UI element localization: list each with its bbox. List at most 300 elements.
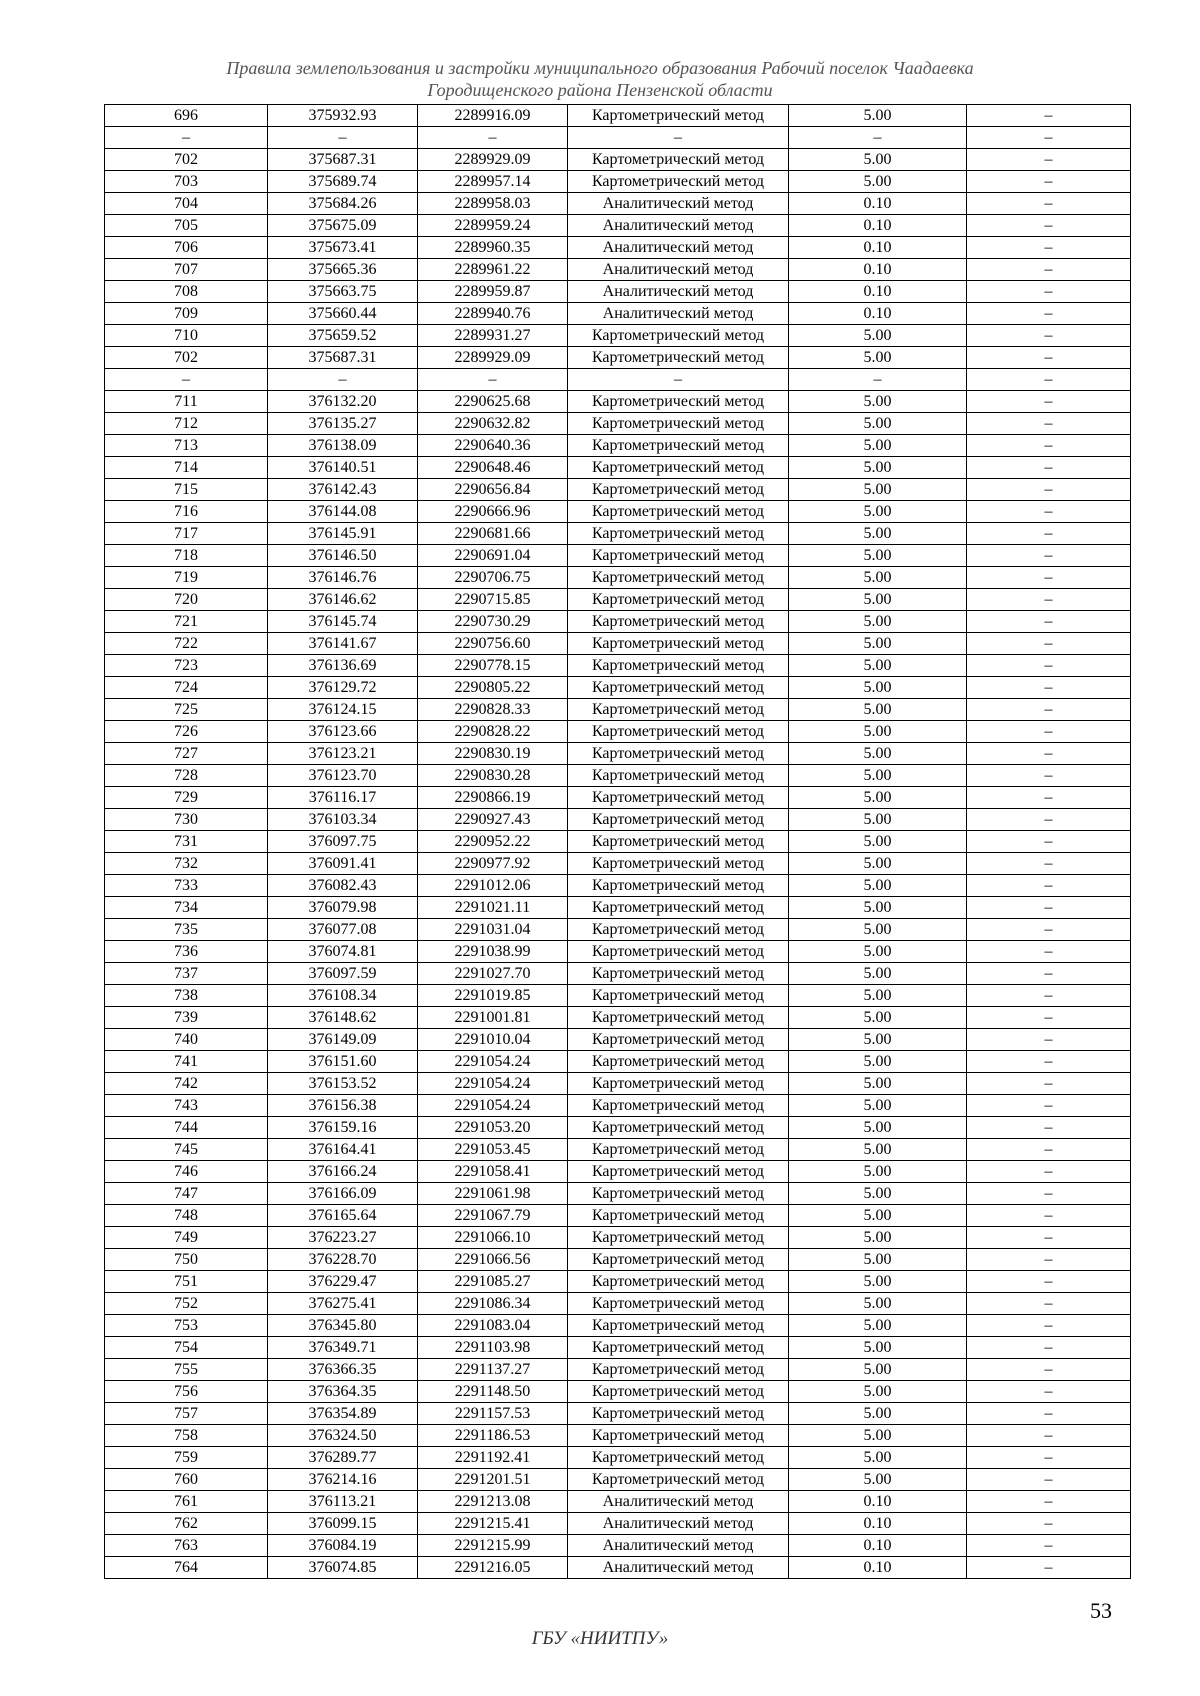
description-cell: – [967,765,1131,787]
x-coordinate-cell: 376097.75 [268,831,418,853]
point-number-cell: 719 [105,567,268,589]
method-cell: – [568,369,789,391]
y-coordinate-cell: 2290805.22 [418,677,568,699]
x-coordinate-cell: 376223.27 [268,1227,418,1249]
point-number-cell: 714 [105,457,268,479]
table-row [105,1095,1131,1117]
accuracy-cell: 0.10 [789,215,967,237]
y-coordinate-cell: 2290730.29 [418,611,568,633]
y-coordinate-cell: 2291053.20 [418,1117,568,1139]
accuracy-cell: 5.00 [789,787,967,809]
point-number-cell: 705 [105,215,268,237]
y-coordinate-cell: 2291213.08 [418,1491,568,1513]
method-cell: Картометрический метод [568,457,789,479]
x-coordinate-cell: 375665.36 [268,259,418,281]
table-row [105,1315,1131,1337]
header-line-2: Городищенского района Пензенской области [427,80,773,100]
table-row [105,1447,1131,1469]
x-coordinate-cell: 376124.15 [268,699,418,721]
y-coordinate-cell: 2291201.51 [418,1469,568,1491]
method-cell: Картометрический метод [568,633,789,655]
x-coordinate-cell: 376165.64 [268,1205,418,1227]
x-coordinate-cell: 376141.67 [268,633,418,655]
point-number-cell: 728 [105,765,268,787]
x-coordinate-cell: 376151.60 [268,1051,418,1073]
description-cell: – [967,1535,1131,1557]
point-number-cell: 734 [105,897,268,919]
description-cell: – [967,1161,1131,1183]
y-coordinate-cell: 2290866.19 [418,787,568,809]
point-number-cell: 723 [105,655,268,677]
x-coordinate-cell: 376103.34 [268,809,418,831]
method-cell: Картометрический метод [568,149,789,171]
method-cell: Картометрический метод [568,1051,789,1073]
y-coordinate-cell: 2291215.99 [418,1535,568,1557]
accuracy-cell: 5.00 [789,831,967,853]
y-coordinate-cell: 2291027.70 [418,963,568,985]
description-cell: – [967,897,1131,919]
accuracy-cell: 5.00 [789,1315,967,1337]
method-cell: Картометрический метод [568,721,789,743]
x-coordinate-cell: 376097.59 [268,963,418,985]
x-coordinate-cell: 376135.27 [268,413,418,435]
table-row [105,1161,1131,1183]
description-cell: – [967,655,1131,677]
accuracy-cell: 5.00 [789,655,967,677]
description-cell: – [967,1139,1131,1161]
y-coordinate-cell: – [418,127,568,149]
y-coordinate-cell: 2291066.56 [418,1249,568,1271]
table-row [105,1205,1131,1227]
description-cell: – [967,1117,1131,1139]
x-coordinate-cell: 375673.41 [268,237,418,259]
table-row [105,721,1131,743]
table-row [105,875,1131,897]
point-number-cell: 741 [105,1051,268,1073]
y-coordinate-cell: 2290681.66 [418,523,568,545]
x-coordinate-cell: 376229.47 [268,1271,418,1293]
table-row [105,1007,1131,1029]
y-coordinate-cell: 2289958.03 [418,193,568,215]
method-cell: Картометрический метод [568,853,789,875]
y-coordinate-cell: 2291186.53 [418,1425,568,1447]
table-row [105,1051,1131,1073]
y-coordinate-cell: 2291157.53 [418,1403,568,1425]
x-coordinate-cell: 376091.41 [268,853,418,875]
description-cell: – [967,787,1131,809]
x-coordinate-cell: 376084.19 [268,1535,418,1557]
point-number-cell: 718 [105,545,268,567]
method-cell: Картометрический метод [568,1271,789,1293]
description-cell: – [967,963,1131,985]
description-cell: – [967,1469,1131,1491]
x-coordinate-cell: 376082.43 [268,875,418,897]
table-row [105,699,1131,721]
point-number-cell: 708 [105,281,268,303]
description-cell: – [967,1029,1131,1051]
point-number-cell: 726 [105,721,268,743]
point-number-cell: 704 [105,193,268,215]
accuracy-cell: 5.00 [789,765,967,787]
description-cell: – [967,127,1131,149]
table-row [105,941,1131,963]
method-cell: Картометрический метод [568,963,789,985]
table-row [105,567,1131,589]
method-cell: Картометрический метод [568,1161,789,1183]
x-coordinate-cell: – [268,127,418,149]
table-row [105,413,1131,435]
table-row [105,193,1131,215]
table-row [105,677,1131,699]
table-row [105,303,1131,325]
description-cell: – [967,677,1131,699]
y-coordinate-cell: 2290778.15 [418,655,568,677]
y-coordinate-cell: 2291054.24 [418,1073,568,1095]
description-cell: – [967,1183,1131,1205]
description-cell: – [967,721,1131,743]
accuracy-cell: 5.00 [789,633,967,655]
x-coordinate-cell: 376129.72 [268,677,418,699]
y-coordinate-cell: 2291215.41 [418,1513,568,1535]
accuracy-cell: 5.00 [789,1161,967,1183]
method-cell: Аналитический метод [568,1557,789,1579]
method-cell: Картометрический метод [568,1381,789,1403]
description-cell: – [967,1293,1131,1315]
x-coordinate-cell: 375687.31 [268,149,418,171]
description-cell: – [967,193,1131,215]
table-row [105,105,1131,127]
x-coordinate-cell: 376145.91 [268,523,418,545]
description-cell: – [967,347,1131,369]
y-coordinate-cell: 2291192.41 [418,1447,568,1469]
point-number-cell: 731 [105,831,268,853]
x-coordinate-cell: 375675.09 [268,215,418,237]
y-coordinate-cell: 2290830.19 [418,743,568,765]
point-number-cell: 730 [105,809,268,831]
point-number-cell: 713 [105,435,268,457]
y-coordinate-cell: 2291038.99 [418,941,568,963]
accuracy-cell: – [789,369,967,391]
method-cell: Аналитический метод [568,259,789,281]
method-cell: Картометрический метод [568,655,789,677]
x-coordinate-cell: 376108.34 [268,985,418,1007]
table-row [105,1139,1131,1161]
description-cell: – [967,501,1131,523]
point-number-cell: 761 [105,1491,268,1513]
description-cell: – [967,1513,1131,1535]
method-cell: Картометрический метод [568,1073,789,1095]
accuracy-cell: 5.00 [789,1183,967,1205]
accuracy-cell: 5.00 [789,457,967,479]
point-number-cell: 737 [105,963,268,985]
method-cell: Картометрический метод [568,1469,789,1491]
point-number-cell: 740 [105,1029,268,1051]
description-cell: – [967,1315,1131,1337]
description-cell: – [967,479,1131,501]
method-cell: Картометрический метод [568,325,789,347]
method-cell: Аналитический метод [568,237,789,259]
point-number-cell: 754 [105,1337,268,1359]
method-cell: Картометрический метод [568,545,789,567]
x-coordinate-cell: 376144.08 [268,501,418,523]
table-row [105,963,1131,985]
x-coordinate-cell: 376275.41 [268,1293,418,1315]
description-cell: – [967,259,1131,281]
method-cell: Аналитический метод [568,215,789,237]
table-row [105,1557,1131,1579]
table-row [105,347,1131,369]
description-cell: – [967,589,1131,611]
y-coordinate-cell: 2289929.09 [418,347,568,369]
accuracy-cell: 5.00 [789,875,967,897]
accuracy-cell: 0.10 [789,1557,967,1579]
x-coordinate-cell: 376146.76 [268,567,418,589]
description-cell: – [967,743,1131,765]
method-cell: Картометрический метод [568,1403,789,1425]
description-cell: – [967,545,1131,567]
method-cell: – [568,127,789,149]
accuracy-cell: 0.10 [789,1535,967,1557]
accuracy-cell: 5.00 [789,743,967,765]
point-number-cell: 706 [105,237,268,259]
description-cell: – [967,303,1131,325]
point-number-cell: 751 [105,1271,268,1293]
point-number-cell: 712 [105,413,268,435]
x-coordinate-cell: 376142.43 [268,479,418,501]
table-row [105,1359,1131,1381]
description-cell: – [967,831,1131,853]
accuracy-cell: 5.00 [789,1271,967,1293]
accuracy-cell: 5.00 [789,567,967,589]
accuracy-cell: 0.10 [789,281,967,303]
table-row [105,765,1131,787]
accuracy-cell: 5.00 [789,1337,967,1359]
accuracy-cell: 5.00 [789,1293,967,1315]
x-coordinate-cell: 376113.21 [268,1491,418,1513]
method-cell: Картометрический метод [568,347,789,369]
table-row [105,1381,1131,1403]
method-cell: Картометрический метод [568,1227,789,1249]
x-coordinate-cell: 375684.26 [268,193,418,215]
table-row [105,919,1131,941]
x-coordinate-cell: 376324.50 [268,1425,418,1447]
point-number-cell: 743 [105,1095,268,1117]
y-coordinate-cell: 2291019.85 [418,985,568,1007]
description-cell: – [967,1403,1131,1425]
x-coordinate-cell: 375932.93 [268,105,418,127]
table-row [105,1491,1131,1513]
point-number-cell: 715 [105,479,268,501]
y-coordinate-cell: 2291010.04 [418,1029,568,1051]
x-coordinate-cell: 376159.16 [268,1117,418,1139]
method-cell: Картометрический метод [568,985,789,1007]
x-coordinate-cell: 375660.44 [268,303,418,325]
x-coordinate-cell: 376123.21 [268,743,418,765]
accuracy-cell: 5.00 [789,611,967,633]
method-cell: Картометрический метод [568,743,789,765]
method-cell: Картометрический метод [568,1337,789,1359]
point-number-cell: 702 [105,347,268,369]
y-coordinate-cell: 2290756.60 [418,633,568,655]
x-coordinate-cell: 376349.71 [268,1337,418,1359]
y-coordinate-cell: 2289931.27 [418,325,568,347]
table-row [105,545,1131,567]
table-row [105,391,1131,413]
accuracy-cell: 5.00 [789,391,967,413]
method-cell: Картометрический метод [568,919,789,941]
method-cell: Картометрический метод [568,677,789,699]
accuracy-cell: 5.00 [789,1227,967,1249]
accuracy-cell: 5.00 [789,853,967,875]
table-row [105,853,1131,875]
table-row [105,809,1131,831]
x-coordinate-cell: 376166.24 [268,1161,418,1183]
table-row [105,149,1131,171]
point-number-cell: 735 [105,919,268,941]
table-row [105,171,1131,193]
description-cell: – [967,149,1131,171]
x-coordinate-cell: 376146.62 [268,589,418,611]
description-cell: – [967,1205,1131,1227]
method-cell: Картометрический метод [568,699,789,721]
y-coordinate-cell: 2290648.46 [418,457,568,479]
table-row [105,1337,1131,1359]
method-cell: Аналитический метод [568,1513,789,1535]
table-row [105,501,1131,523]
method-cell: Картометрический метод [568,589,789,611]
table-row [105,589,1131,611]
point-number-cell: – [105,369,268,391]
accuracy-cell: 5.00 [789,105,967,127]
description-cell: – [967,611,1131,633]
table-row [105,1117,1131,1139]
method-cell: Картометрический метод [568,1447,789,1469]
method-cell: Картометрический метод [568,1117,789,1139]
accuracy-cell: 0.10 [789,1513,967,1535]
y-coordinate-cell: 2290977.92 [418,853,568,875]
accuracy-cell: 5.00 [789,149,967,171]
accuracy-cell: 5.00 [789,325,967,347]
y-coordinate-cell: 2289940.76 [418,303,568,325]
method-cell: Картометрический метод [568,1095,789,1117]
accuracy-cell: 0.10 [789,259,967,281]
y-coordinate-cell: 2290632.82 [418,413,568,435]
x-coordinate-cell: 376123.66 [268,721,418,743]
y-coordinate-cell: 2290656.84 [418,479,568,501]
x-coordinate-cell: 376149.09 [268,1029,418,1051]
y-coordinate-cell: 2291061.98 [418,1183,568,1205]
y-coordinate-cell: 2290830.28 [418,765,568,787]
accuracy-cell: 5.00 [789,897,967,919]
description-cell: – [967,809,1131,831]
description-cell: – [967,941,1131,963]
method-cell: Картометрический метод [568,1293,789,1315]
y-coordinate-cell: 2290927.43 [418,809,568,831]
point-number-cell: 711 [105,391,268,413]
point-number-cell: 709 [105,303,268,325]
point-number-cell: 716 [105,501,268,523]
y-coordinate-cell: 2291001.81 [418,1007,568,1029]
description-cell: – [967,1557,1131,1579]
point-number-cell: 729 [105,787,268,809]
description-cell: – [967,1095,1131,1117]
description-cell: – [967,325,1131,347]
table-row [105,281,1131,303]
coordinates-table-wrapper [104,104,1130,1579]
accuracy-cell: 0.10 [789,193,967,215]
method-cell: Картометрический метод [568,611,789,633]
point-number-cell: 764 [105,1557,268,1579]
method-cell: Картометрический метод [568,1205,789,1227]
accuracy-cell: 5.00 [789,1403,967,1425]
method-cell: Картометрический метод [568,875,789,897]
table-row [105,831,1131,853]
description-cell: – [967,215,1131,237]
y-coordinate-cell: 2290640.36 [418,435,568,457]
accuracy-cell: 5.00 [789,1381,967,1403]
method-cell: Картометрический метод [568,809,789,831]
point-number-cell: 739 [105,1007,268,1029]
point-number-cell: 727 [105,743,268,765]
y-coordinate-cell: 2290691.04 [418,545,568,567]
y-coordinate-cell: 2291103.98 [418,1337,568,1359]
point-number-cell: 746 [105,1161,268,1183]
method-cell: Картометрический метод [568,413,789,435]
table-row [105,435,1131,457]
x-coordinate-cell: 376079.98 [268,897,418,919]
accuracy-cell: 5.00 [789,479,967,501]
accuracy-cell: 5.00 [789,919,967,941]
description-cell: – [967,1447,1131,1469]
accuracy-cell: 5.00 [789,413,967,435]
description-cell: – [967,413,1131,435]
point-number-cell: 753 [105,1315,268,1337]
description-cell: – [967,1007,1131,1029]
point-number-cell: 750 [105,1249,268,1271]
method-cell: Картометрический метод [568,1183,789,1205]
accuracy-cell: 5.00 [789,699,967,721]
accuracy-cell: 5.00 [789,1117,967,1139]
y-coordinate-cell: 2291054.24 [418,1051,568,1073]
x-coordinate-cell: 376074.81 [268,941,418,963]
accuracy-cell: 5.00 [789,1139,967,1161]
method-cell: Аналитический метод [568,193,789,215]
x-coordinate-cell: 376116.17 [268,787,418,809]
point-number-cell: 724 [105,677,268,699]
accuracy-cell: 5.00 [789,1249,967,1271]
table-row [105,479,1131,501]
point-number-cell: 747 [105,1183,268,1205]
method-cell: Картометрический метод [568,1315,789,1337]
description-cell: – [967,1425,1131,1447]
accuracy-cell: 5.00 [789,941,967,963]
x-coordinate-cell: 376156.38 [268,1095,418,1117]
y-coordinate-cell: 2291066.10 [418,1227,568,1249]
x-coordinate-cell: 376138.09 [268,435,418,457]
y-coordinate-cell: 2290715.85 [418,589,568,611]
description-cell: – [967,435,1131,457]
description-cell: – [967,1073,1131,1095]
table-row [105,611,1131,633]
table-row [105,237,1131,259]
table-row [105,1513,1131,1535]
point-number-cell: 710 [105,325,268,347]
y-coordinate-cell: 2291058.41 [418,1161,568,1183]
point-number-cell: 717 [105,523,268,545]
header-line-1: Правила землепользования и застройки муниципального образования Рабочий поселок Чаадаевка [226,58,974,78]
method-cell: Картометрический метод [568,1139,789,1161]
y-coordinate-cell: 2291012.06 [418,875,568,897]
